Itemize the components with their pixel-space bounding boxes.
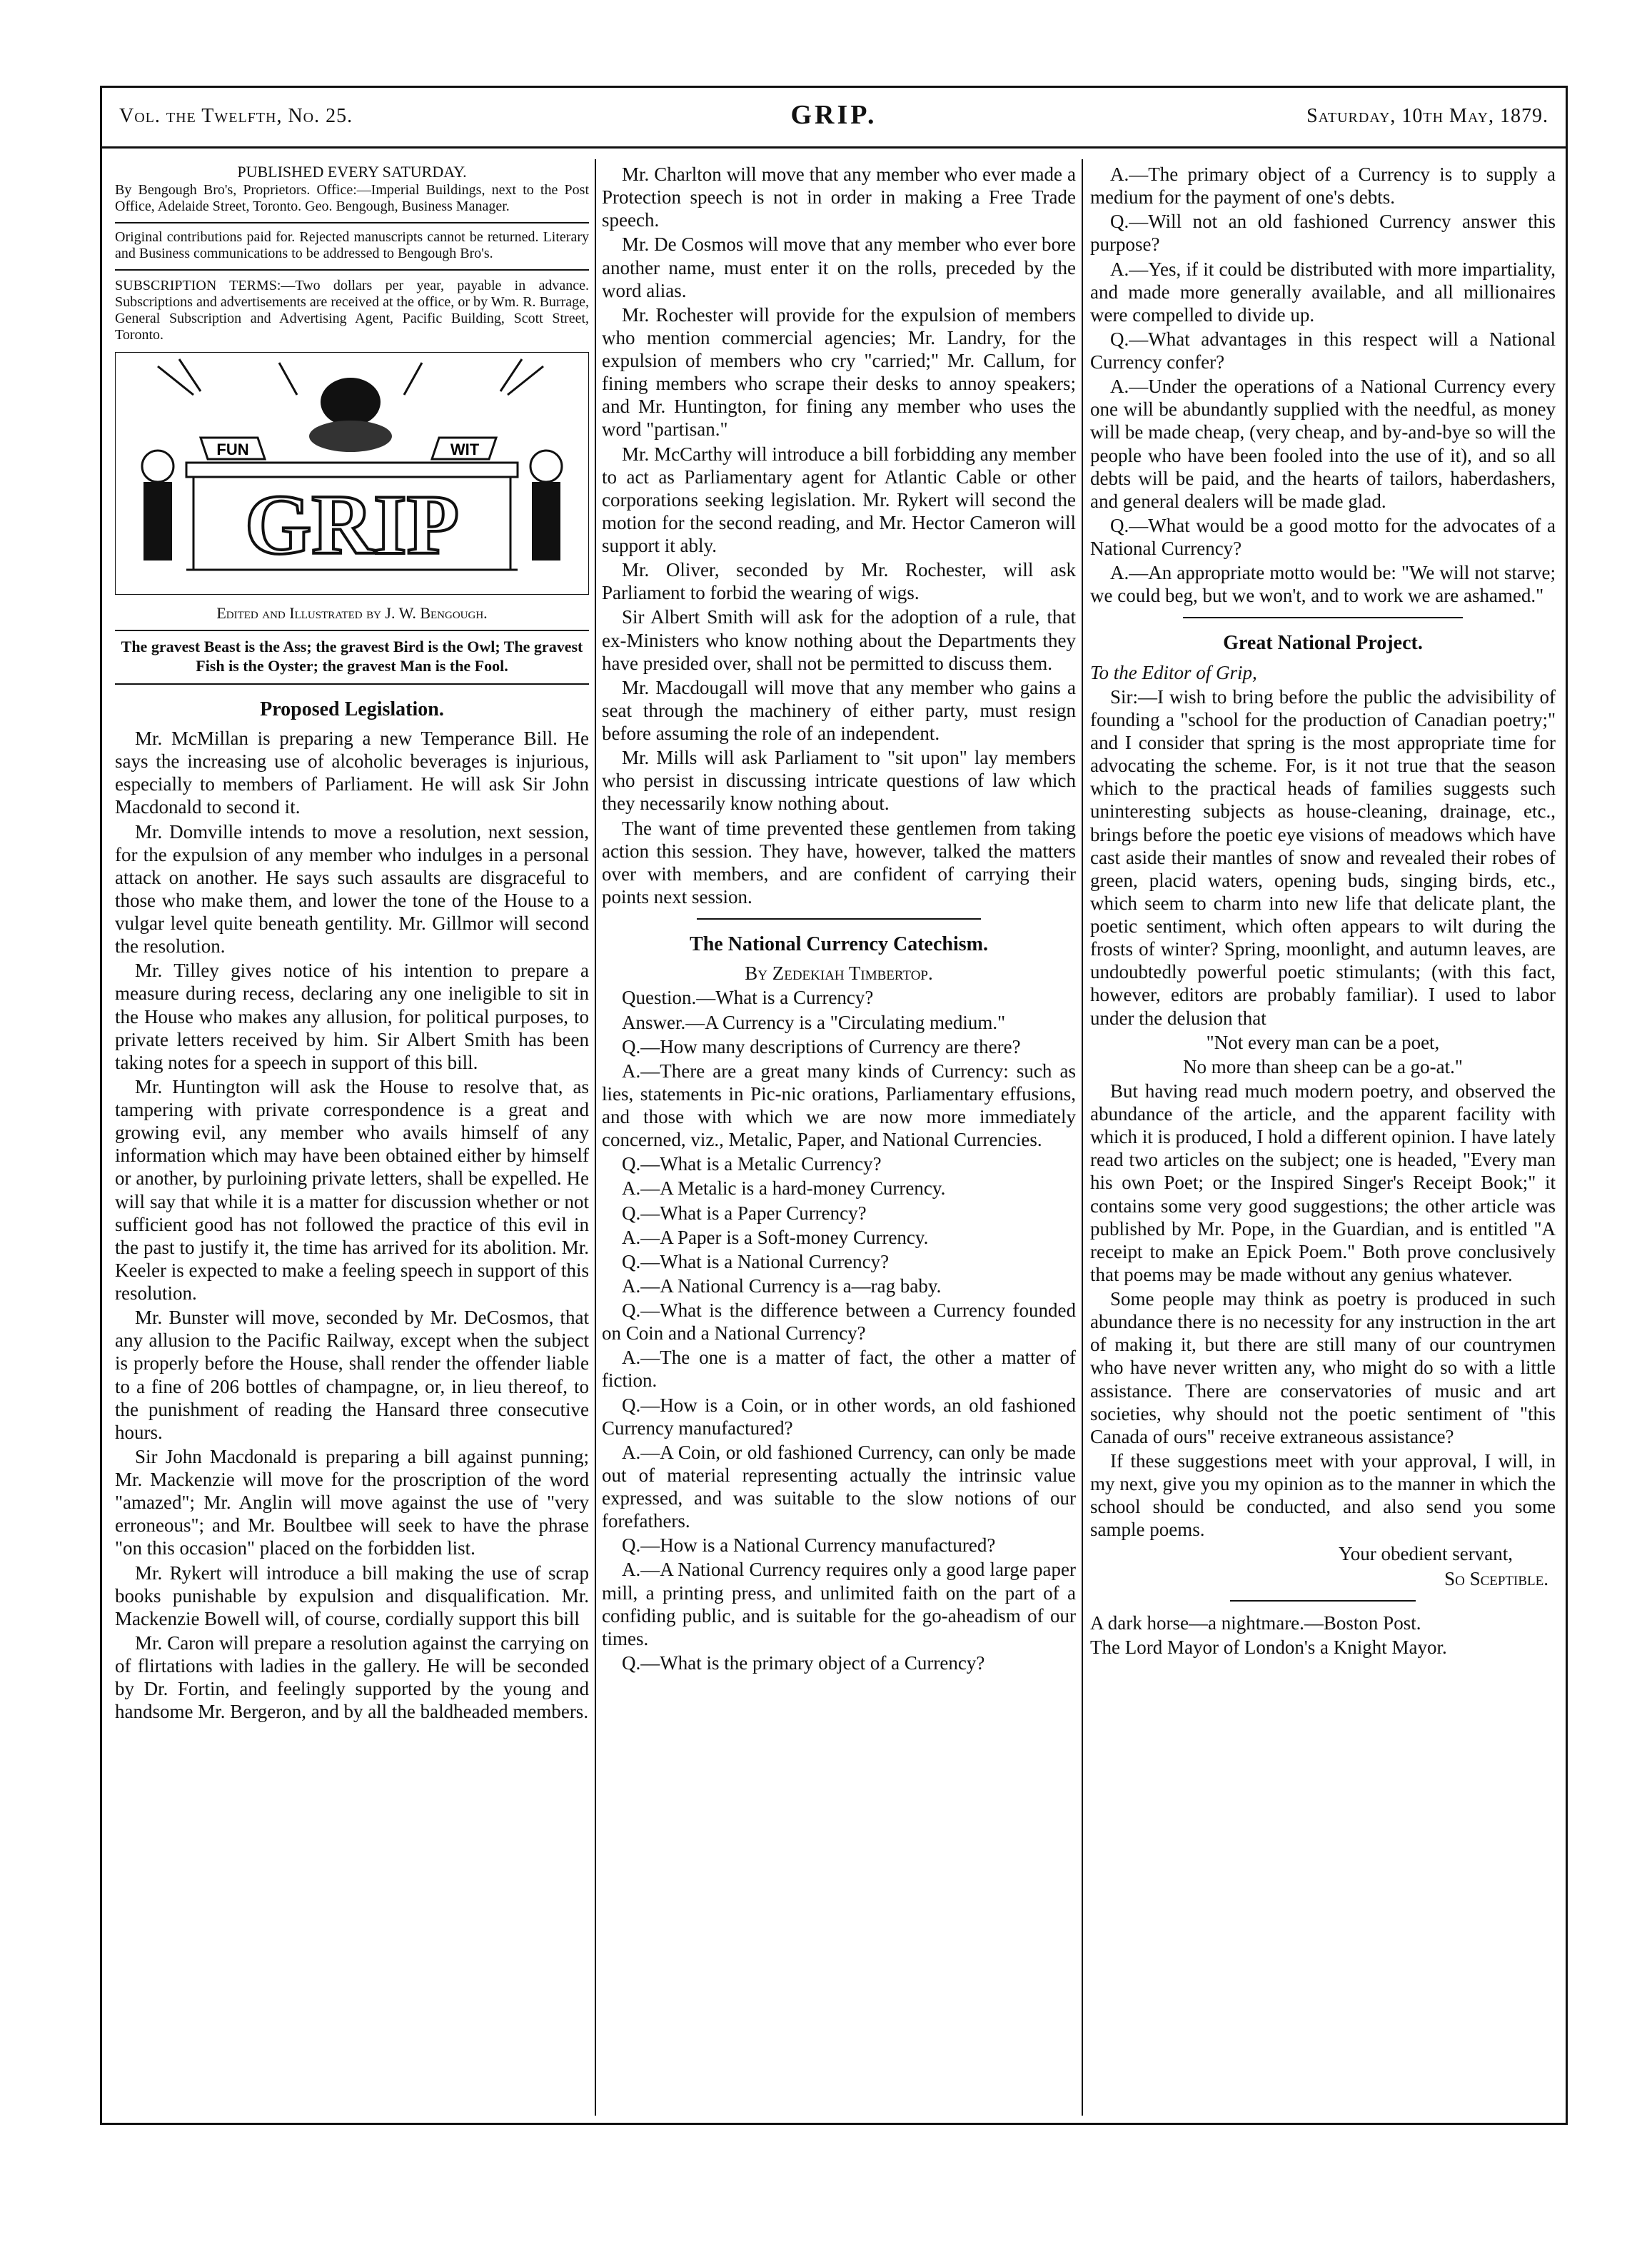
section-divider: [697, 918, 981, 920]
legislation-paragraph: Sir John Macdonald is preparing a bill against punning; Mr. Mackenzie will move for the proscription of the word "amazed"; Mr. Anglin will move against the use of "very erroneous"; and Mr. Boultbee will seek to have the phrase "on this occasion" placed on the forbidden list.: [115, 1445, 589, 1559]
signature: So Sceptible.: [1444, 1567, 1548, 1589]
legislation-paragraph: Mr. McMillan is preparing a new Temperance Bill. He says the increasing use of alcoholic beverages is injurious, especially to members of Parliament. He will ask Sir John Macdonald to second it.: [115, 728, 589, 818]
legislation-heading: Proposed Legislation.: [260, 698, 444, 720]
legislation-paragraph: Mr. Oliver, seconded by Mr. Rochester, will ask Parliament to forbid the wearing of wigs.: [602, 559, 1076, 604]
catechism-line: A.—The primary object of a Currency is to supply a medium for the payment of one's debts.: [1090, 164, 1556, 208]
to-editor-line: To the Editor of Grip,: [1090, 661, 1257, 683]
column-divider: [595, 159, 596, 2116]
legislation-paragraph: Mr. Tilley gives notice of his intention to prepare a measure during recess, declaring any one ineligible to sit in the House who makes any allusion, for political purposes, to private letters received by him. Sir Albert Smith has been taking notes for a speech in support of this bill.: [115, 960, 589, 1073]
catechism-line: A.—A National Currency is a—rag baby.: [622, 1275, 942, 1297]
grip-logo-illustration: [115, 352, 589, 595]
catechism-line: A.—Under the operations of a National Currency every one will be abundantly supplied with the needful, as money will be made cheap, (very cheap, and by-and-bye so will the people who have been fooled into the use of it), and so all debts will be paid, and the hearts of tailors, haberdashers, and general dealers will be made glad.: [1090, 376, 1556, 512]
verse-line: "Not every man can be a poet,: [1206, 1031, 1440, 1053]
project-paragraph: Sir:—I wish to bring before the public the advisibility of founding a "school for the production of Canadian poetry;" and I consider that spring is the most appropriate time for advocating the scheme. For, is it not true that the season which to the practical heads of families suggests such uninteresting subjects as house-cleaning, drainage, etc., brings before the poetic eye visions of meadows which have cast aside their mantles of snow and revealed their robes of green, placid waters, opening buds, singing birds, etc., which seem to charm into new life that delicate plant, the poetic sentiment, which often appears to wilt during the frosts of winter? Spring, moonlight, and autumn leaves, are undoubtedly powerful poetic stimulants; (with this fact, however, editors are probably familiar). I used to labor under the delusion that: [1090, 685, 1556, 1029]
footer-joke: The Lord Mayor of London's a Knight Mayor.: [1090, 1636, 1447, 1658]
catechism-line: Q.—What is a National Currency?: [622, 1250, 890, 1272]
catechism-line: A.—An appropriate motto would be: "We will not starve; we could beg, but we won't, and to work we are ashamed.": [1090, 562, 1556, 607]
legislation-paragraph: Mr. Charlton will move that any member who ever made a Protection speech is not in order in making a Free Trade speech.: [602, 164, 1076, 231]
masthead: [102, 88, 1566, 149]
published-notice: PUBLISHED EVERY SATURDAY.: [237, 163, 467, 181]
legislation-paragraph: Mr. Domville intends to move a resolution, next session, for the expulsion of any member who indulges in a personal attack on another. He says such assaults are disgraceful to those who make them, and lower the tone of the House to a vulgar level quite beneath gentility. Mr. Gillmor will second the resolution.: [115, 820, 589, 957]
catechism-line: Q.—What is the primary object of a Currency?: [622, 1652, 985, 1674]
volume-number: Vol. the Twelfth, No. 25.: [119, 105, 353, 127]
legislation-paragraph: Mr. Rochester will provide for the expulsion of members who mention commercial agencies; Mr. Landry, for the expulsion of members who cry "carried;" Mr. Callum, for fining members who scrape their desks to annoy speakers; and Mr. Huntington, for fining any member who uses the word "partisan.": [602, 303, 1076, 441]
catechism-line: Q.—How is a Coin, or in other words, an old fashioned Currency manufactured?: [602, 1394, 1076, 1439]
column-one: [115, 163, 589, 1724]
section-divider: [1230, 1600, 1416, 1602]
legislation-paragraph: Mr. Caron will prepare a resolution against the carrying on of flirtations with ladies in the gallery. He will be seconded by Dr. Fortin, and feelingly supported by the young and handsome Mr. Bergeron, and by all the baldheaded members.: [115, 1632, 589, 1723]
editor-credit: Edited and Illustrated by J. W. Bengough.: [216, 604, 488, 623]
catechism-line: Q.—What is a Paper Currency?: [622, 1202, 867, 1224]
column-two: [602, 163, 1076, 1676]
newspaper-page: [100, 86, 1568, 2125]
legislation-paragraph: Mr. Mills will ask Parliament to "sit upon" lay members who persist in discussing intricate questions of law which they necessarily know nothing about.: [602, 747, 1076, 815]
catechism-line: A.—A Metalic is a hard-money Currency.: [622, 1177, 946, 1200]
motto: The gravest Beast is the Ass; the gravest Bird is the Owl; The gravest Fish is the Oyster; the gravest Man is the Fool.: [121, 637, 583, 675]
project-heading: Great National Project.: [1223, 632, 1423, 655]
catechism-line: Q.—What is the difference between a Currency founded on Coin and a National Currency?: [602, 1300, 1076, 1344]
logo-grip-word: GRIP: [245, 477, 459, 573]
catechism-line: Question.—What is a Currency?: [622, 987, 874, 1009]
catechism-heading: The National Currency Catechism.: [690, 933, 988, 955]
catechism-line: A.—A Paper is a Soft-money Currency.: [622, 1226, 929, 1248]
logo-wit-label: WIT: [450, 441, 480, 459]
catechism-line: Q.—How many descriptions of Currency are there?: [622, 1035, 1021, 1057]
catechism-line: Q.—What is a Metalic Currency?: [622, 1153, 882, 1175]
column-divider: [1082, 159, 1083, 2116]
section-divider: [1183, 617, 1462, 618]
subscription-terms: SUBSCRIPTION TERMS:—Two dollars per year, payable in advance. Subscriptions and advertisements are received at the office, or by Wm. R. Burrage, General Subscription and Advertising Agent, Pacific Building, Scott Street, Toronto.: [115, 278, 589, 343]
project-paragraph: If these suggestions meet with your approval, I will, in my next, give you my opinion as to the manner in which the school should be conducted, and also send you some sample poems.: [1090, 1449, 1556, 1541]
legislation-paragraph: Mr. Rykert will introduce a bill making the use of scrap books punishable by expulsion and disqualification. Mr. Mackenzie Bowell will, of course, cordially support this bill: [115, 1562, 589, 1629]
legislation-paragraph: The want of time prevented these gentlemen from taking action this session. They have, however, talked the matters over with members, and are confident of carrying their points next session.: [602, 817, 1076, 908]
catechism-byline: By Zedekiah Timbertop.: [745, 962, 933, 985]
contributions-notice: Original contributions paid for. Rejected manuscripts cannot be returned. Literary and Business communications to be addressed to Bengough Bro's.: [115, 229, 589, 262]
legislation-paragraph: Mr. Huntington will ask the House to resolve that, as tampering with private correspondence is a great and growing evil, any member who avails himself of any information which may have been obtained either by himself or another, by purloining private letters, shall be expelled. He will say that while it is a matter for discussion whether or not sufficient good has not followed the practice of this evil in the past to justify it, the time has arrived for its abolition. Mr. Keeler is expected to make a feeling speech in support of this resolution.: [115, 1075, 589, 1305]
footer-joke: A dark horse—a nightmare.—Boston Post.: [1090, 1612, 1421, 1634]
legislation-paragraph: Mr. Bunster will move, seconded by Mr. DeCosmos, that any allusion to the Pacific Railway, except when the subject is properly before the House, shall render the offender liable to a fine of 206 bottles of champagne, or, in lieu thereof, to the punishment of reading the Hansard three consecutive hours.: [115, 1307, 589, 1443]
catechism-line: Answer.—A Currency is a "Circulating medium.": [622, 1011, 1006, 1033]
closing-line: Your obedient servant,: [1339, 1543, 1513, 1565]
proprietors-notice: By Bengough Bro's, Proprietors. Office:—Imperial Buildings, next to the Post Office, Adelaide Street, Toronto. Geo. Bengough, Business Manager.: [115, 182, 589, 215]
legislation-paragraph: Mr. Macdougall will move that any member who gains a seat through the machinery of either party, must resign before assuming the role of an independent.: [602, 676, 1076, 744]
legislation-paragraph: Mr. De Cosmos will move that any member who ever bore another name, must enter it on the rolls, preceded by the word alias.: [602, 233, 1076, 301]
column-three: [1090, 163, 1556, 1660]
catechism-line: Q.—What would be a good motto for the advocates of a National Currency?: [1090, 514, 1556, 559]
catechism-line: A.—A Coin, or old fashioned Currency, can only be made out of material representing actually the intrinsic value expressed, and was suitable to the slow notions of our forefathers.: [602, 1441, 1076, 1532]
catechism-line: Q.—Will not an old fashioned Currency answer this purpose?: [1090, 211, 1556, 256]
issue-date: Saturday, 10th May, 1879.: [1306, 105, 1548, 127]
verse-line: No more than sheep can be a go-at.": [1183, 1055, 1463, 1077]
catechism-line: A.—A National Currency requires only a good large paper mill, a printing press, and unlimited faith on the part of a confiding public, and is suitable for the go-aheadism of our times.: [602, 1559, 1076, 1649]
logo-fun-label: FUN: [216, 441, 249, 459]
masthead-title: GRIP.: [790, 100, 877, 130]
legislation-paragraph: Mr. McCarthy will introduce a bill forbidding any member to act as Parliamentary agent for Atlantic Cable or other corporations seeking legislation. Mr. Rykert will second the motion for the second reading, and Mr. Hector Cameron will support it ably.: [602, 443, 1076, 556]
project-paragraph: But having read much modern poetry, and observed the abundance of the article, and the apparent facility with which it is produced, I hold a different opinion. I have lately read two articles on the subject; one is headed, "Every man his own Poet; or the Inspired Singer's Receipt Book;" it contains some very good suggestions; the other article was published by Mr. Pope, in the Guardian, and is entitled "A receipt to make an Epick Poem." Both prove conclusively that poems may be made without any genius whatever.: [1090, 1080, 1556, 1285]
catechism-line: Q.—What advantages in this respect will a National Currency confer?: [1090, 328, 1556, 373]
catechism-line: Q.—How is a National Currency manufactured?: [622, 1534, 996, 1557]
project-paragraph: Some people may think as poetry is produced in such abundance there is no necessity for any instruction in the art of making it, but there are still many of our countrymen who have never written any, who might do so with a little assistance. There are conservatories of music and art societies, why should not the poetic sentiment of "this Canada of ours" receive extraneous assistance?: [1090, 1288, 1556, 1447]
catechism-line: A.—The one is a matter of fact, the other a matter of fiction.: [602, 1347, 1076, 1392]
legislation-paragraph: Sir Albert Smith will ask for the adoption of a rule, that ex-Ministers who know nothing about the Departments they have presided over, shall not be permitted to discuss them.: [602, 606, 1076, 674]
catechism-line: A.—There are a great many kinds of Currency: such as lies, statements in Pic-nic orations, Parliamentary effusions, and those with which we are now more immediately concerned, viz., Metalic, Paper, and National Currencies.: [602, 1060, 1076, 1151]
catechism-line: A.—Yes, if it could be distributed with more impartiality, and made more generally available, and all millionaires were compelled to divide up.: [1090, 258, 1556, 326]
